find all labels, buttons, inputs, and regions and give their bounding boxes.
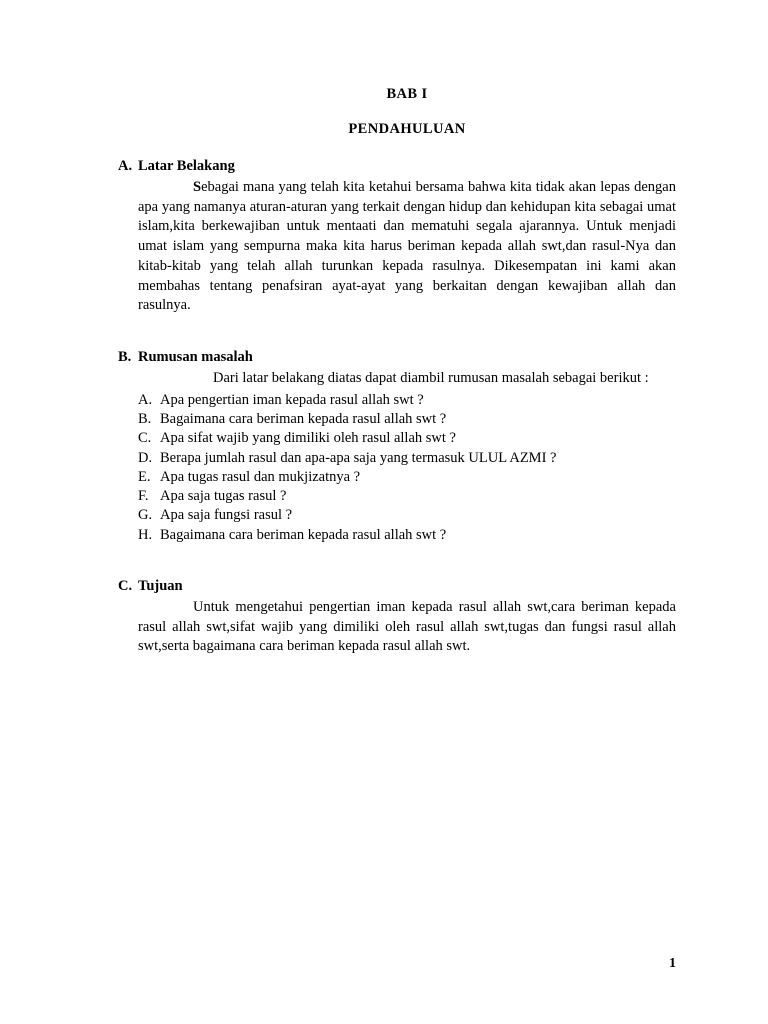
section-spacer-b	[118, 316, 676, 349]
list-item-text: Bagaimana cara beriman kepada rasul allah swt ?	[160, 411, 447, 428]
list-item-text: Apa sifat wajib yang dimiliki oleh rasul allah swt ?	[160, 430, 456, 447]
list-item-text: Berapa jumlah rasul dan apa-apa saja yang termasuk ULUL AZMI ?	[160, 449, 557, 466]
section-a-lead-cap: S	[193, 179, 202, 195]
page-number: 1	[669, 956, 676, 971]
list-item	[138, 429, 676, 448]
section-b-label: Rumusan masalah	[138, 349, 253, 366]
section-c-paragraph: Untuk mengetahui pengertian iman kepada rasul allah swt,cara beriman kepada rasul allah swt,sifat wajib yang dimiliki oleh rasul allah swt,tugas dan fungsi rasul allah swt,serta bagaimana cara beriman kepada rasul allah swt.	[138, 599, 676, 655]
section-b-intro: Dari latar belakang diatas dapat diambil rumusan masalah sebagai berikut :	[213, 370, 649, 387]
list-item-marker: F.	[138, 488, 149, 505]
section-rumusan-masalah	[118, 349, 676, 545]
section-a-label: Latar Belakang	[138, 158, 235, 174]
chapter-title: BAB I	[386, 86, 428, 102]
list-item	[138, 410, 676, 429]
list-item-text: Bagaimana cara beriman kepada rasul allah swt ?	[160, 526, 447, 543]
list-item-text: Apa saja tugas rasul ?	[160, 488, 287, 505]
list-item-marker: A.	[138, 391, 153, 408]
list-item-marker: G.	[138, 507, 153, 524]
section-a-paragraph-text: ebagai mana yang telah kita ketahui bersama bahwa kita tidak akan lepas dengan apa yang namanya aturan-aturan yang terkait dengan hidup dan kehidupan kita sebagai umat islam,kita berkewajiban untuk mentaati dan mematuhi segala ajarannya. Untuk menjadi umat islam yang sempurna maka kita harus beriman kepada allah swt,dan rasul-Nya dan kitab-kitab yang telah allah turunkan kepada rasulnya. Dikesempatan ini kami akan membahas tentang penafsiran ayat-ayat yang berkaitan dengan kewajiban allah dan rasulnya.	[138, 179, 676, 314]
section-a-marker: A.	[118, 158, 133, 174]
list-item	[138, 468, 676, 487]
list-item	[138, 526, 676, 545]
section-c-heading	[118, 578, 676, 595]
rumusan-masalah-list	[138, 391, 676, 545]
list-item-text: Apa saja fungsi rasul ?	[160, 507, 293, 524]
list-item-text: Apa tugas rasul dan mukjizatnya ?	[160, 468, 361, 485]
section-c-label: Tujuan	[138, 578, 183, 594]
list-item-marker: H.	[138, 526, 153, 543]
document-body	[118, 86, 676, 657]
list-item-text: Apa pengertian iman kepada rasul allah swt ?	[160, 391, 424, 408]
section-a-paragraph	[138, 178, 676, 316]
list-item-marker: D.	[138, 449, 153, 466]
section-a-heading	[118, 158, 676, 175]
list-item-marker: C.	[138, 430, 152, 447]
list-item	[138, 391, 676, 410]
list-item-marker: E.	[138, 468, 151, 485]
chapter-subtitle: PENDAHULUAN	[348, 121, 466, 137]
list-item-marker: B.	[138, 411, 152, 428]
list-item	[138, 487, 676, 506]
section-b-heading	[118, 349, 676, 366]
section-b-marker: B.	[118, 349, 132, 366]
list-item	[138, 449, 676, 468]
section-spacer-c	[118, 545, 676, 578]
list-item	[138, 506, 676, 525]
section-c-marker: C.	[118, 578, 133, 594]
section-latar-belakang	[118, 158, 676, 316]
section-tujuan	[118, 578, 676, 657]
